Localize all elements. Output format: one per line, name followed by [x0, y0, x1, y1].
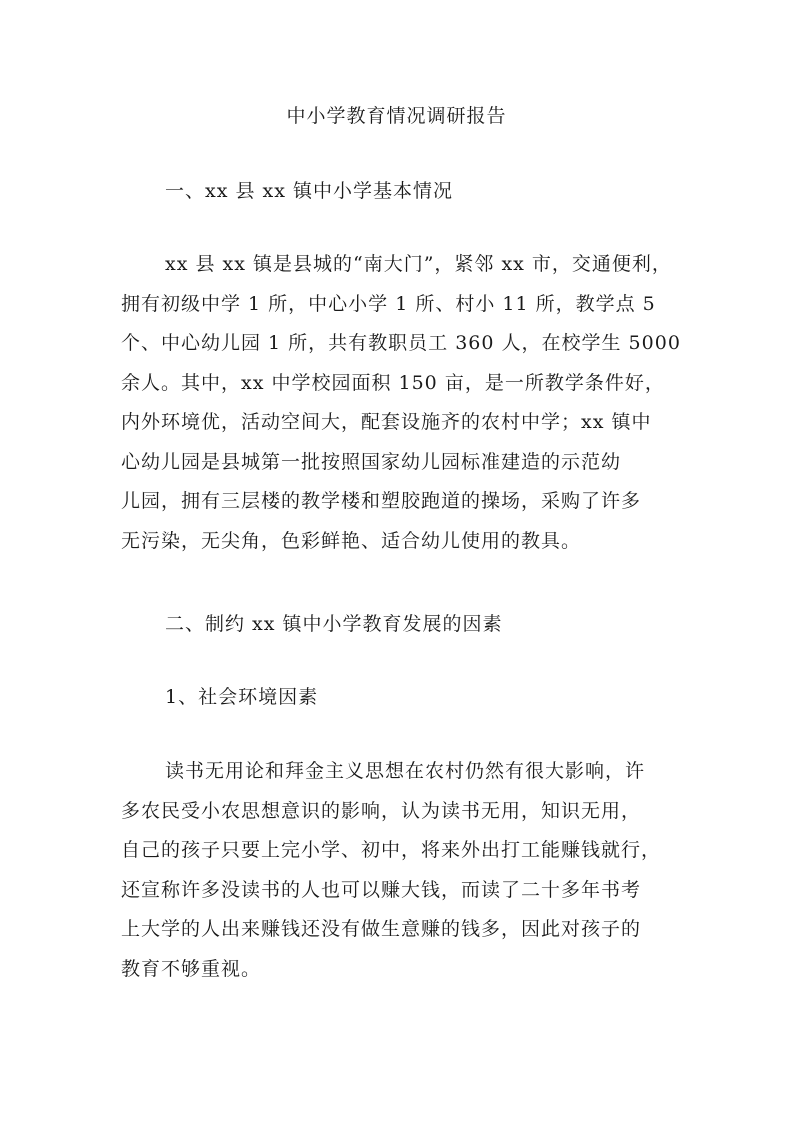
paragraph-line: 读书无用论和拜金主义思想在农村仍然有很大影响，许 [165, 760, 646, 782]
section-heading-basic-situation: 一、xx 县 xx 镇中小学基本情况 [165, 180, 453, 202]
document-title: 中小学教育情况调研报告 [286, 105, 507, 127]
section-heading-constraints: 二、制约 xx 镇中小学教育发展的因素 [165, 613, 503, 635]
paragraph-line: 多农民受小农思想意识的影响，认为读书无用，知识无用， [121, 799, 642, 822]
paragraph-line: 上大学的人出来赚钱还没有做生意赚的钱多，因此对孩子的 [121, 918, 642, 940]
paragraph-line: 还宣称许多没读书的人也可以赚大钱，而读了二十多年书考 [121, 878, 642, 901]
paragraph-line: 余人。其中，xx 中学校园面积 150 亩，是一所教学条件好， [121, 371, 665, 394]
paragraph-line: 内外环境优，活动空间大，配套设施齐的农村中学；xx 镇中 [121, 411, 652, 433]
paragraph-line: 无污染，无尖角，色彩鲜艳、适合幼儿使用的教具。 [121, 529, 582, 552]
paragraph-line: 教育不够重视。 [121, 957, 262, 980]
paragraph-line: 拥有初级中学 1 所，中心小学 1 所、村小 11 所，教学点 5 [121, 292, 656, 315]
paragraph-basic-situation [121, 245, 681, 561]
paragraph-line: 心幼儿园是县城第一批按照国家幼儿园标准建造的示范幼 [121, 450, 622, 473]
paragraph-line: xx 县 xx 镇是县城的“南大门”，紧邻 xx 市，交通便利， [165, 253, 672, 275]
paragraph-social-environment [121, 752, 677, 989]
paragraph-line: 个、中心幼儿园 1 所，共有教职员工 360 人，在校学生 5000 [121, 332, 681, 354]
subsection-heading-social-environment: 1、社会环境因素 [165, 686, 319, 708]
paragraph-line: 自己的孩子只要上完小学、初中，将来外出打工能赚钱就行， [121, 839, 662, 861]
paragraph-line: 儿园，拥有三层楼的教学楼和塑胶跑道的操场，采购了许多 [121, 490, 642, 512]
